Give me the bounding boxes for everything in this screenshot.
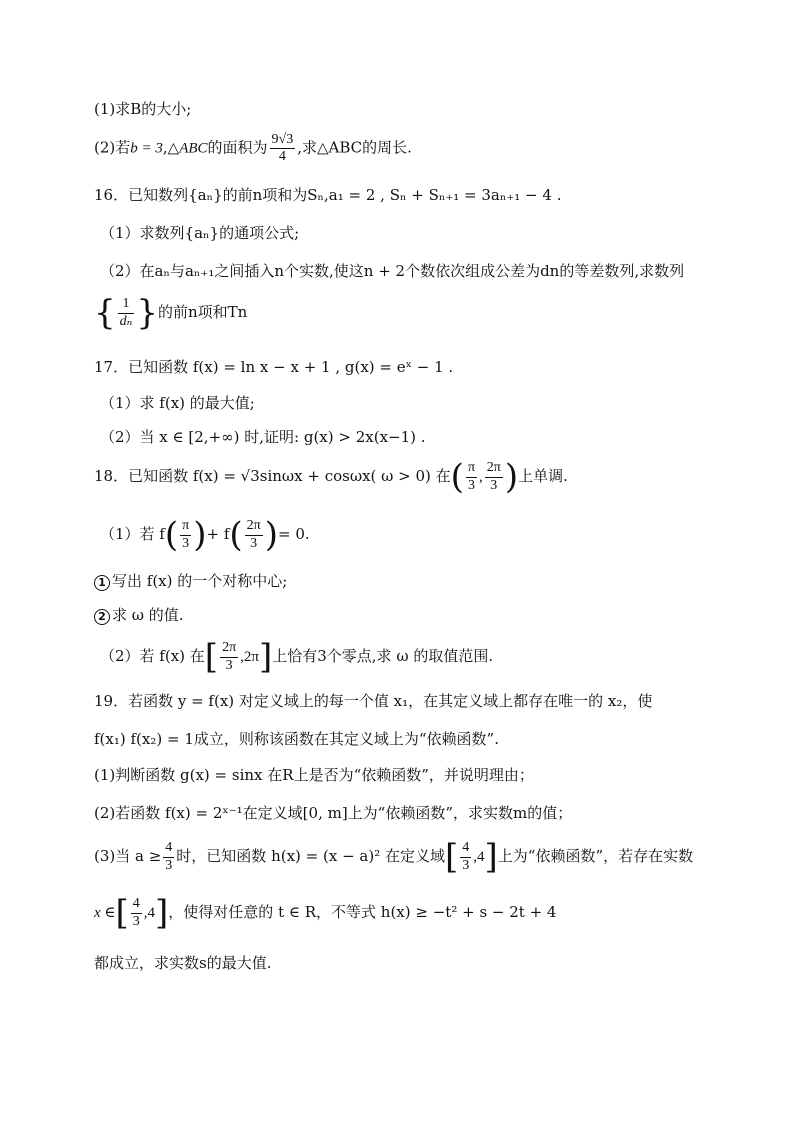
- q18-p1-paren-a-close: ): [193, 515, 207, 555]
- q16-part2: （2）在aₙ与aₙ₊₁之间插入n个实数,使这n + 2个数依次组成公差为dn的等差数列,求数列: [100, 262, 685, 280]
- q15-part2: [94, 132, 412, 165]
- q19-stem-2: f(x₁) f(x₂) = 1成立，则称该函数在其定义域上为“依赖函数”.: [94, 730, 499, 748]
- q19-p3-frac-b-num: 4: [460, 840, 471, 857]
- q15-b-eq: b = 3: [130, 140, 163, 157]
- q18-p1-frac-a: [180, 518, 191, 551]
- q18-sub2: [94, 606, 184, 625]
- q18-p1-frac-b-num: 2π: [245, 518, 263, 535]
- q16-brace-close: }: [136, 293, 158, 333]
- q15-frac-num: 9√3: [270, 132, 296, 149]
- q15-part2-post: ,求△ABC的周长.: [297, 138, 412, 157]
- q15-tri: ,△: [162, 138, 180, 157]
- q17-stem: 17．已知函数 f(x) = ln x − x + 1 , g(x) = eˣ − 1 .: [94, 358, 454, 376]
- circled-2-icon: 2: [94, 609, 110, 625]
- q18-sub1-text: 写出 f(x) 的一个对称中心;: [112, 572, 288, 590]
- q16-part1: （1）求数列{aₙ}的通项公式;: [100, 224, 300, 242]
- q19-p3-frac-b: [460, 840, 471, 873]
- q18-int-lo-den: 3: [467, 477, 475, 493]
- q15-part2-prefix: (2)若: [94, 138, 131, 157]
- q15-area-text: 的面积为: [207, 138, 268, 157]
- q18-part2-pre: （2）若 f(x) 在: [100, 647, 205, 665]
- q16-frac-den: dₙ: [119, 313, 133, 329]
- q18-p1-frac-b: [245, 518, 263, 551]
- q15-frac-den: 4: [278, 149, 286, 165]
- q18-int-hi-den: 3: [490, 477, 498, 493]
- q19-part3-mid: 时，已知函数 h(x) = (x − a)² 在定义域: [176, 847, 445, 865]
- q19-part3-end: 都成立，求实数s的最大值.: [94, 954, 272, 972]
- q16-part2-cont: [94, 293, 248, 333]
- q18-int-hi-num: 2π: [485, 460, 503, 477]
- q16-frac: [118, 296, 135, 329]
- q18-p2-frac-num: 2π: [220, 640, 238, 657]
- q19-p4-frac-num: 4: [131, 896, 142, 913]
- q19-part2: (2)若函数 f(x) = 2ˣ⁻¹在定义域[0, m]上为“依赖函数”，求实数m的值；: [94, 804, 573, 822]
- q19-p4-tail: ,4: [143, 905, 156, 921]
- q19-part4-post: ，使得对任意的 t ∈ R，不等式 h(x) ≥ −t² + s − 2t + 4: [168, 903, 557, 921]
- q19-p3-frac-num: 4: [163, 840, 174, 857]
- q19-part3: [94, 837, 694, 877]
- q16-part2-post: 的前n项和Tn: [157, 303, 248, 321]
- q19-p3-frac-b-den: 3: [462, 857, 470, 873]
- q18-p2-bracket-open: [: [204, 637, 219, 677]
- q19-p4-frac-den: 3: [132, 913, 140, 929]
- q18-p2-frac-den: 3: [225, 657, 233, 673]
- q18-stem-post: 上单调.: [518, 467, 568, 485]
- q18-stem-pre: 18．已知函数 f(x) = √3sinωx + cosωx( ω > 0) 在: [94, 467, 451, 485]
- q19-part1: (1)判断函数 g(x) = sinx 在R上是否为“依赖函数”，并说明理由；: [94, 766, 534, 784]
- q18-part1-pre: （1）若 f: [100, 525, 165, 543]
- q16-frac-num: 1: [118, 296, 135, 313]
- q18-int-lo: [466, 460, 477, 493]
- q19-p3-bracket-close: ]: [484, 837, 498, 877]
- q19-part4-pre: x ∈: [94, 905, 116, 921]
- q18-stem: [94, 457, 568, 497]
- q19-p4-bracket-close: ]: [155, 893, 169, 933]
- circled-1-icon: 1: [94, 575, 110, 591]
- q18-p2-tail: ,2π: [240, 649, 259, 665]
- q18-sub1: [94, 572, 287, 591]
- q19-p3-frac-den: 3: [165, 857, 173, 873]
- q19-stem-1: 19．若函数 y = f(x) 对定义域上的每一个值 x₁，在其定义域上都存在唯一的 x₂，使: [94, 692, 653, 710]
- q15-area-fraction: [270, 132, 296, 165]
- q18-part1: [100, 515, 310, 555]
- q19-part3-pre: (3)当 a ≥: [94, 847, 162, 865]
- q18-p1-paren-b-open: (: [229, 515, 243, 555]
- q19-p4-frac: [131, 896, 142, 929]
- q19-p3-tail: ,4: [473, 849, 485, 865]
- q18-p2-bracket-close: ]: [258, 637, 273, 677]
- q16-brace-open: {: [94, 293, 116, 333]
- q19-p4-bracket-open: [: [115, 893, 129, 933]
- q19-p3-bracket-open: [: [445, 837, 459, 877]
- q18-part2-post: 上恰有3个零点,求 ω 的取值范围.: [272, 647, 494, 665]
- q18-p1-frac-a-num: π: [180, 518, 191, 535]
- q18-comma: ,: [479, 469, 483, 485]
- q18-p1-paren-b-close: ): [264, 515, 278, 555]
- q19-part3-cont: [94, 893, 557, 933]
- q18-p1-paren-a-open: (: [164, 515, 179, 555]
- q18-paren-close: ): [504, 457, 519, 497]
- q17-part1: （1）求 f(x) 的最大值;: [100, 394, 255, 412]
- q18-int-hi: [485, 460, 503, 493]
- q19-part3-post: 上为“依赖函数”，若存在实数: [497, 847, 694, 865]
- q18-sub2-text: 求 ω 的值.: [112, 606, 184, 624]
- q18-p2-frac: [220, 640, 238, 673]
- q15-abc: ABC: [179, 140, 208, 157]
- q18-int-lo-num: π: [466, 460, 477, 477]
- q18-part1-plus: + f: [206, 525, 230, 543]
- q16-stem: 16．已知数列{aₙ}的前n项和为Sₙ,a₁ = 2 , Sₙ + Sₙ₊₁ = 3aₙ₊₁ − 4 .: [94, 186, 562, 204]
- q18-paren-open: (: [450, 457, 464, 497]
- q15-part1: (1)求B的大小;: [94, 100, 192, 118]
- q18-part1-post: = 0.: [277, 525, 310, 543]
- q17-part2: （2）当 x ∈ [2,+∞) 时,证明: g(x) > 2x(x−1) .: [100, 428, 426, 446]
- q19-p3-frac: [163, 840, 174, 873]
- q18-part2: [100, 637, 494, 677]
- q18-p1-frac-a-den: 3: [182, 535, 190, 551]
- q18-p1-frac-b-den: 3: [250, 535, 258, 551]
